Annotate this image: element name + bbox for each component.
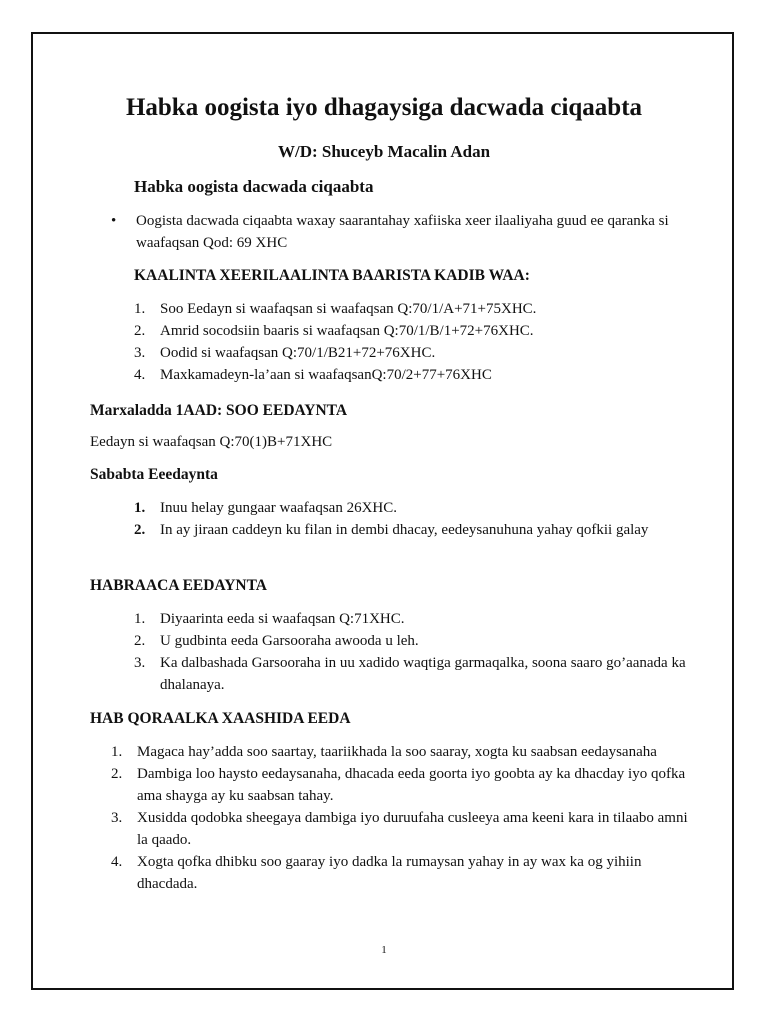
list-item: 2. Amrid socodsiin baaris si waafaqsan Q:70/1/B/1+72+76XHC.: [134, 323, 534, 339]
page-number: 1: [381, 944, 387, 956]
list-item: 2. U gudbinta eeda Garsooraha awooda u leh.: [134, 633, 419, 649]
list-sababta: [134, 497, 664, 541]
list-item: 1. Diyaarinta eeda si waafaqsan Q:71XHC.: [134, 611, 405, 627]
list-item: 2. In ay jiraan caddeyn ku filan in dembi dhacay, eedeysanuhuna yahay qofkii galay: [134, 522, 649, 538]
list-item: 1. Magaca hay’adda soo saartay, taariikhada la soo saaray, xogta ku saabsan eedaysanaha: [111, 744, 657, 760]
eedayn-text: Eedayn si waafaqsan Q:70(1)B+71XHC: [90, 434, 333, 450]
list-item: 1. Soo Eedayn si waafaqsan si waafaqsan Q:70/1/A+71+75XHC.: [134, 301, 537, 317]
list-item: 2. Dambiga loo haysto eedaysanaha, dhacada eeda goorta iyo goobta ay ka dhacday iyo qofka ama shayga ay ku saabsan tahay.: [111, 766, 686, 804]
section-heading-habraaca: HABRAACA EEDAYNTA: [90, 577, 267, 594]
list-item: • Oogista dacwada ciqaabta waxay saarantahay xafiiska xeer ilaaliyaha guud ee qaranka si waafaqsan Qod: 69 XHC: [109, 210, 689, 254]
list-item: 3. Oodid si waafaqsan Q:70/1/B21+72+76XHC.: [134, 345, 436, 361]
list-habraaca: [134, 608, 694, 696]
bullet-list-oogista: [109, 210, 689, 254]
list-item: 3. Ka dalbashada Garsooraha in uu xadido waqtiga garmaqalka, soona saaro go’aanada ka dhalanaya.: [134, 655, 686, 693]
document-title: Habka oogista iyo dhagaysiga dacwada ciqaabta: [125, 94, 643, 121]
section-heading-oogista: Habka oogista dacwada ciqaabta: [134, 177, 374, 196]
list-kaalinta: [134, 298, 694, 386]
section-heading-kaalinta: KAALINTA XEERILAALINTA BAARISTA KADIB WAA:: [134, 267, 530, 284]
section-heading-marxaladda: Marxaladda 1AAD: SOO EEDAYNTA: [90, 402, 348, 419]
list-item: 4. Xogta qofka dhibku soo gaaray iyo dadka la rumaysan yahay in ay wax ka og yihiin dhacdada.: [111, 854, 642, 892]
list-item: 3. Xusidda qodobka sheegaya dambiga iyo duruufaha cusleeya ama keeni kara in tilaabo amni la qaado.: [111, 810, 688, 848]
bullet-icon: •: [111, 213, 117, 229]
list-hab-qoraalka: [111, 741, 696, 895]
list-item: 1. Inuu helay gungaar waafaqsan 26XHC.: [134, 500, 398, 516]
section-heading-hab-qoraalka: HAB QORAALKA XAASHIDA EEDA: [90, 710, 351, 727]
section-heading-sababta: Sababta Eeedaynta: [90, 466, 218, 483]
list-item: 4. Maxkamadeyn-la’aan si waafaqsanQ:70/2+77+76XHC: [134, 367, 492, 383]
author-line: W/D: Shuceyb Macalin Adan: [277, 142, 491, 161]
